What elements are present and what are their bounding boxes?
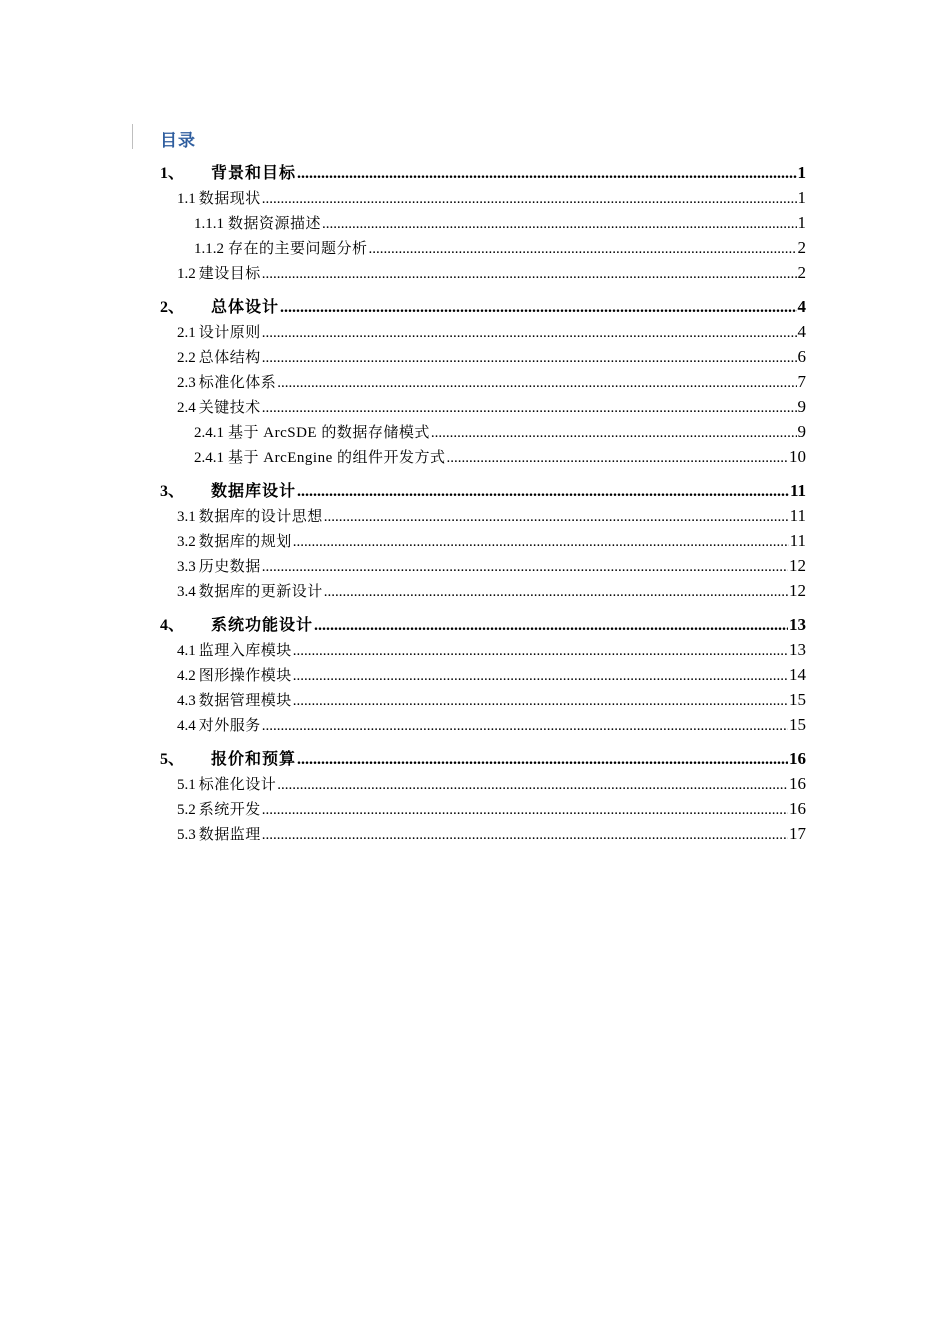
toc-entry-title: 图形操作模块	[198, 668, 292, 684]
toc-entry-title: 数据现状	[198, 191, 261, 207]
toc-dot-leader	[262, 823, 788, 848]
toc-dot-leader	[262, 187, 797, 212]
toc-entry-number: 1.1.1	[194, 216, 224, 232]
toc-entry-number: 2.2	[177, 350, 196, 366]
toc-entry-title: 监理入库模块	[198, 643, 292, 659]
toc-dot-leader	[431, 421, 797, 446]
toc-entry-number: 5.1	[177, 777, 196, 793]
toc-dot-leader	[262, 262, 797, 287]
toc-dot-leader	[293, 639, 788, 664]
toc-entry-number: 5.2	[177, 802, 196, 818]
toc-entry-title: 数据管理模块	[198, 693, 292, 709]
table-of-contents	[160, 160, 806, 846]
toc-entry-number: 4.1	[177, 643, 196, 659]
toc-dot-leader	[262, 714, 788, 739]
toc-page-number: 15	[789, 690, 806, 709]
toc-entry-level-2[interactable]	[160, 344, 806, 369]
toc-entry-level-2[interactable]	[160, 260, 806, 285]
toc-page-number: 11	[789, 531, 806, 550]
toc-entry-number: 2.4.1	[194, 425, 224, 441]
toc-entry-level-2[interactable]	[160, 796, 806, 821]
toc-entry-title: 设计原则	[198, 325, 261, 341]
toc-page-number: 13	[789, 640, 806, 659]
toc-dot-leader	[324, 505, 789, 530]
toc-page-number: 16	[789, 774, 806, 793]
toc-entry-level-2[interactable]	[160, 771, 806, 796]
toc-page-number: 4	[797, 322, 806, 341]
toc-entry-title: 建设目标	[198, 266, 261, 282]
toc-entry-number: 4.2	[177, 668, 196, 684]
toc-entry-number: 2、	[160, 299, 185, 316]
toc-dot-leader	[277, 371, 796, 396]
toc-entry-title: 存在的主要问题分析	[228, 241, 368, 257]
toc-dot-leader	[324, 580, 788, 605]
toc-title: 目录	[160, 131, 196, 151]
toc-entry-title: 总体设计	[211, 299, 280, 316]
toc-entry-level-2[interactable]	[160, 369, 806, 394]
toc-dot-leader	[262, 555, 788, 580]
toc-page-number: 12	[789, 556, 806, 575]
toc-entry-level-3[interactable]	[160, 235, 806, 260]
toc-dot-leader	[446, 446, 788, 471]
toc-entry-level-2[interactable]	[160, 662, 806, 687]
margin-marker	[132, 124, 133, 149]
toc-entry-title: 标准化设计	[198, 777, 277, 793]
toc-entry-number: 2.1	[177, 325, 196, 341]
toc-entry-number: 2.4.1	[194, 450, 224, 466]
toc-page-number: 11	[789, 481, 806, 500]
toc-entry-level-1[interactable]	[160, 160, 806, 185]
toc-entry-number: 3.3	[177, 559, 196, 575]
toc-dot-leader	[293, 689, 788, 714]
toc-dot-leader	[262, 798, 788, 823]
toc-dot-leader	[262, 396, 797, 421]
toc-entry-title: 对外服务	[198, 718, 261, 734]
toc-page-number: 13	[789, 615, 806, 634]
toc-page-number: 6	[797, 347, 806, 366]
toc-entry-level-2[interactable]	[160, 712, 806, 737]
toc-entry-level-2[interactable]	[160, 528, 806, 553]
toc-entry-level-2[interactable]	[160, 553, 806, 578]
toc-dot-leader	[277, 773, 788, 798]
toc-page-number: 17	[789, 824, 806, 843]
toc-dot-leader	[297, 747, 788, 772]
toc-entry-level-1[interactable]	[160, 612, 806, 637]
toc-page-number: 14	[789, 665, 806, 684]
toc-dot-leader	[262, 321, 797, 346]
toc-page-number: 1	[797, 163, 806, 182]
toc-page-number: 15	[789, 715, 806, 734]
toc-page-number: 2	[797, 263, 806, 282]
toc-entry-level-2[interactable]	[160, 637, 806, 662]
toc-entry-number: 4.4	[177, 718, 196, 734]
toc-entry-title: 报价和预算	[211, 751, 297, 768]
toc-entry-number: 1.1	[177, 191, 196, 207]
toc-entry-level-2[interactable]	[160, 687, 806, 712]
toc-entry-title: 系统功能设计	[211, 617, 314, 634]
toc-entry-title: 背景和目标	[211, 165, 297, 182]
toc-page-number: 9	[797, 397, 806, 416]
toc-dot-leader	[293, 664, 788, 689]
toc-entry-level-2[interactable]	[160, 503, 806, 528]
toc-entry-level-1[interactable]	[160, 478, 806, 503]
toc-entry-level-2[interactable]	[160, 578, 806, 603]
toc-page-number: 1	[797, 188, 806, 207]
toc-entry-number: 3、	[160, 483, 185, 500]
toc-page-number: 4	[797, 297, 806, 316]
toc-entry-title: 历史数据	[198, 559, 261, 575]
toc-page-number: 9	[797, 422, 806, 441]
toc-entry-level-2[interactable]	[160, 821, 806, 846]
toc-page-number: 7	[797, 372, 806, 391]
toc-page-number: 2	[797, 238, 806, 257]
toc-entry-title: 标准化体系	[198, 375, 277, 391]
toc-page-number: 10	[789, 447, 806, 466]
toc-entry-level-3[interactable]	[160, 444, 806, 469]
toc-entry-level-2[interactable]	[160, 394, 806, 419]
toc-entry-number: 5、	[160, 751, 185, 768]
toc-dot-leader	[297, 479, 789, 504]
toc-entry-number: 3.1	[177, 509, 196, 525]
toc-entry-title: 关键技术	[198, 400, 261, 416]
toc-entry-title: 数据库的规划	[198, 534, 292, 550]
toc-entry-title: 总体结构	[198, 350, 261, 366]
toc-entry-level-3[interactable]	[160, 419, 806, 444]
toc-entry-level-2[interactable]	[160, 185, 806, 210]
toc-entry-level-1[interactable]	[160, 294, 806, 319]
toc-entry-title: 数据资源描述	[228, 216, 322, 232]
toc-dot-leader	[280, 295, 796, 320]
toc-entry-level-1[interactable]	[160, 746, 806, 771]
toc-entry-title: 数据库的设计思想	[198, 509, 323, 525]
toc-entry-title: 数据库的更新设计	[198, 584, 323, 600]
toc-entry-number: 2.3	[177, 375, 196, 391]
toc-page-number: 16	[789, 799, 806, 818]
toc-entry-number: 3.2	[177, 534, 196, 550]
toc-entry-level-2[interactable]	[160, 319, 806, 344]
toc-entry-level-3[interactable]	[160, 210, 806, 235]
toc-page-number: 1	[797, 213, 806, 232]
toc-entry-number: 4.3	[177, 693, 196, 709]
toc-page-number: 12	[789, 581, 806, 600]
toc-entry-number: 1.1.2	[194, 241, 224, 257]
toc-entry-title: 基于 ArcSDE 的数据存储模式	[228, 425, 430, 441]
toc-dot-leader	[297, 161, 796, 186]
toc-entry-number: 4、	[160, 617, 185, 634]
toc-entry-number: 1.2	[177, 266, 196, 282]
toc-entry-title: 系统开发	[198, 802, 261, 818]
toc-entry-title: 数据监理	[198, 827, 261, 843]
toc-entry-number: 5.3	[177, 827, 196, 843]
toc-dot-leader	[293, 530, 789, 555]
toc-entry-title: 基于 ArcEngine 的组件开发方式	[228, 450, 446, 466]
toc-entry-number: 1、	[160, 165, 185, 182]
toc-dot-leader	[369, 237, 797, 262]
toc-entry-number: 3.4	[177, 584, 196, 600]
toc-entry-number: 2.4	[177, 400, 196, 416]
toc-entry-title: 数据库设计	[211, 483, 297, 500]
toc-dot-leader	[314, 613, 788, 638]
toc-dot-leader	[262, 346, 797, 371]
toc-page-number: 11	[789, 506, 806, 525]
toc-page-number: 16	[789, 749, 806, 768]
toc-dot-leader	[322, 212, 796, 237]
